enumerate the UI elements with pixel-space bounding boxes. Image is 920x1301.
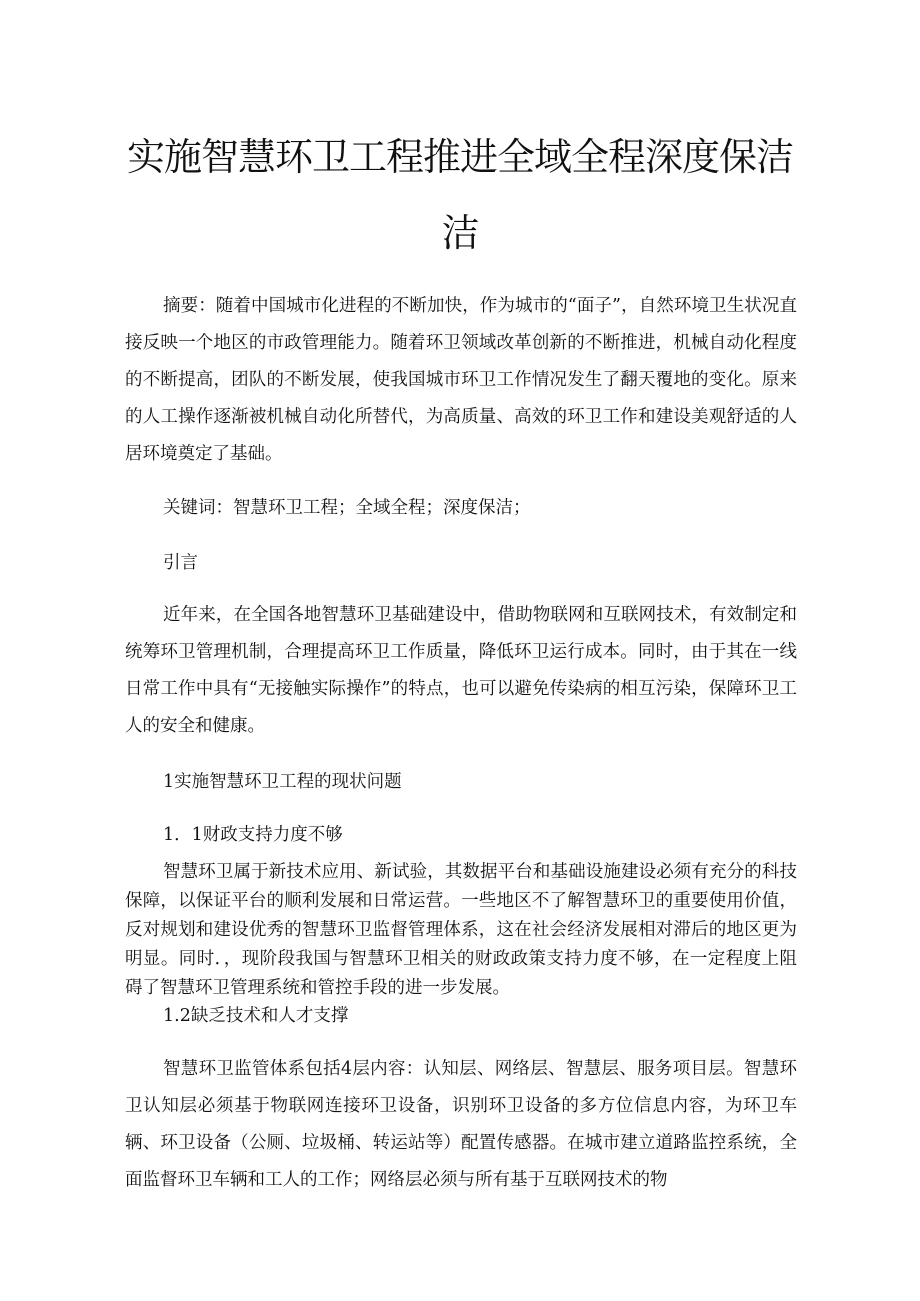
keywords-line: 关键词：智慧环卫工程；全域全程；深度保洁； — [163, 498, 531, 518]
section-1-2-heading: 1.2缺乏技术和人才支撑 — [163, 1006, 349, 1026]
section-1-1-paragraph: 智慧环卫属于新技术应用、新试验，其数据平台和基础设施建设必须有充分的科技保障，以保证平台的顺利发展和日常运营。一些地区不了解智慧环卫的重要使用价值，反对规划和建设优秀的智慧环卫监督管理体系，这在社会经济发展相对滞后的地区更为明显。同时．，现阶段我国与智慧环卫相关的财政政策支持力度不够，在一定程度上阻碍了智慧环卫管理系统和管控手段的进一步发展。 — [125, 862, 797, 998]
intro-heading: 引言 — [163, 553, 198, 573]
section-1-heading: 1实施智慧环卫工程的现状问题 — [163, 772, 402, 792]
document-title: 实施智慧环卫工程推进全域全程深度保洁 — [126, 135, 793, 179]
section-1-2-paragraph: 智慧环卫监管体系包括4层内容：认知层、网络层、智慧层、服务项目层。智慧环卫认知层必须基于物联网连接环卫设备，识别环卫设备的多方位信息内容，为环卫车辆、环卫设备（公厕、垃圾桶、转运站等）配置传感器。在城市建立道路监控系统，全面监督环卫车辆和工人的工作；网络层必须与所有基于互联网技术的物 — [125, 1059, 797, 1190]
intro-paragraph: 近年来，在全国各地智慧环卫基础建设中，借助物联网和互联网技术，有效制定和统筹环卫管理机制，合理提高环卫工作质量，降低环卫运行成本。同时，由于其在一线日常工作中具有“无接触实际操作”的特点，也可以避免传染病的相互污染，保障环卫工人的安全和健康。 — [125, 605, 797, 736]
abstract-paragraph: 摘要：随着中国城市化进程的不断加快，作为城市的“面子”，自然环境卫生状况直接反映一个地区的市政管理能力。随着环卫领域改革创新的不断推进，机械自动化程度的不断提高，团队的不断发展，使我国城市环卫工作情况发生了翻天覆地的变化。原来的人工操作逐渐被机械自动化所替代，为高质量、高效的环卫工作和建设美观舒适的人居环境奠定了基础。 — [125, 296, 797, 464]
section-1-1-heading: 1．1财政支持力度不够 — [163, 825, 343, 845]
document-title-continued: 洁 — [441, 211, 479, 255]
